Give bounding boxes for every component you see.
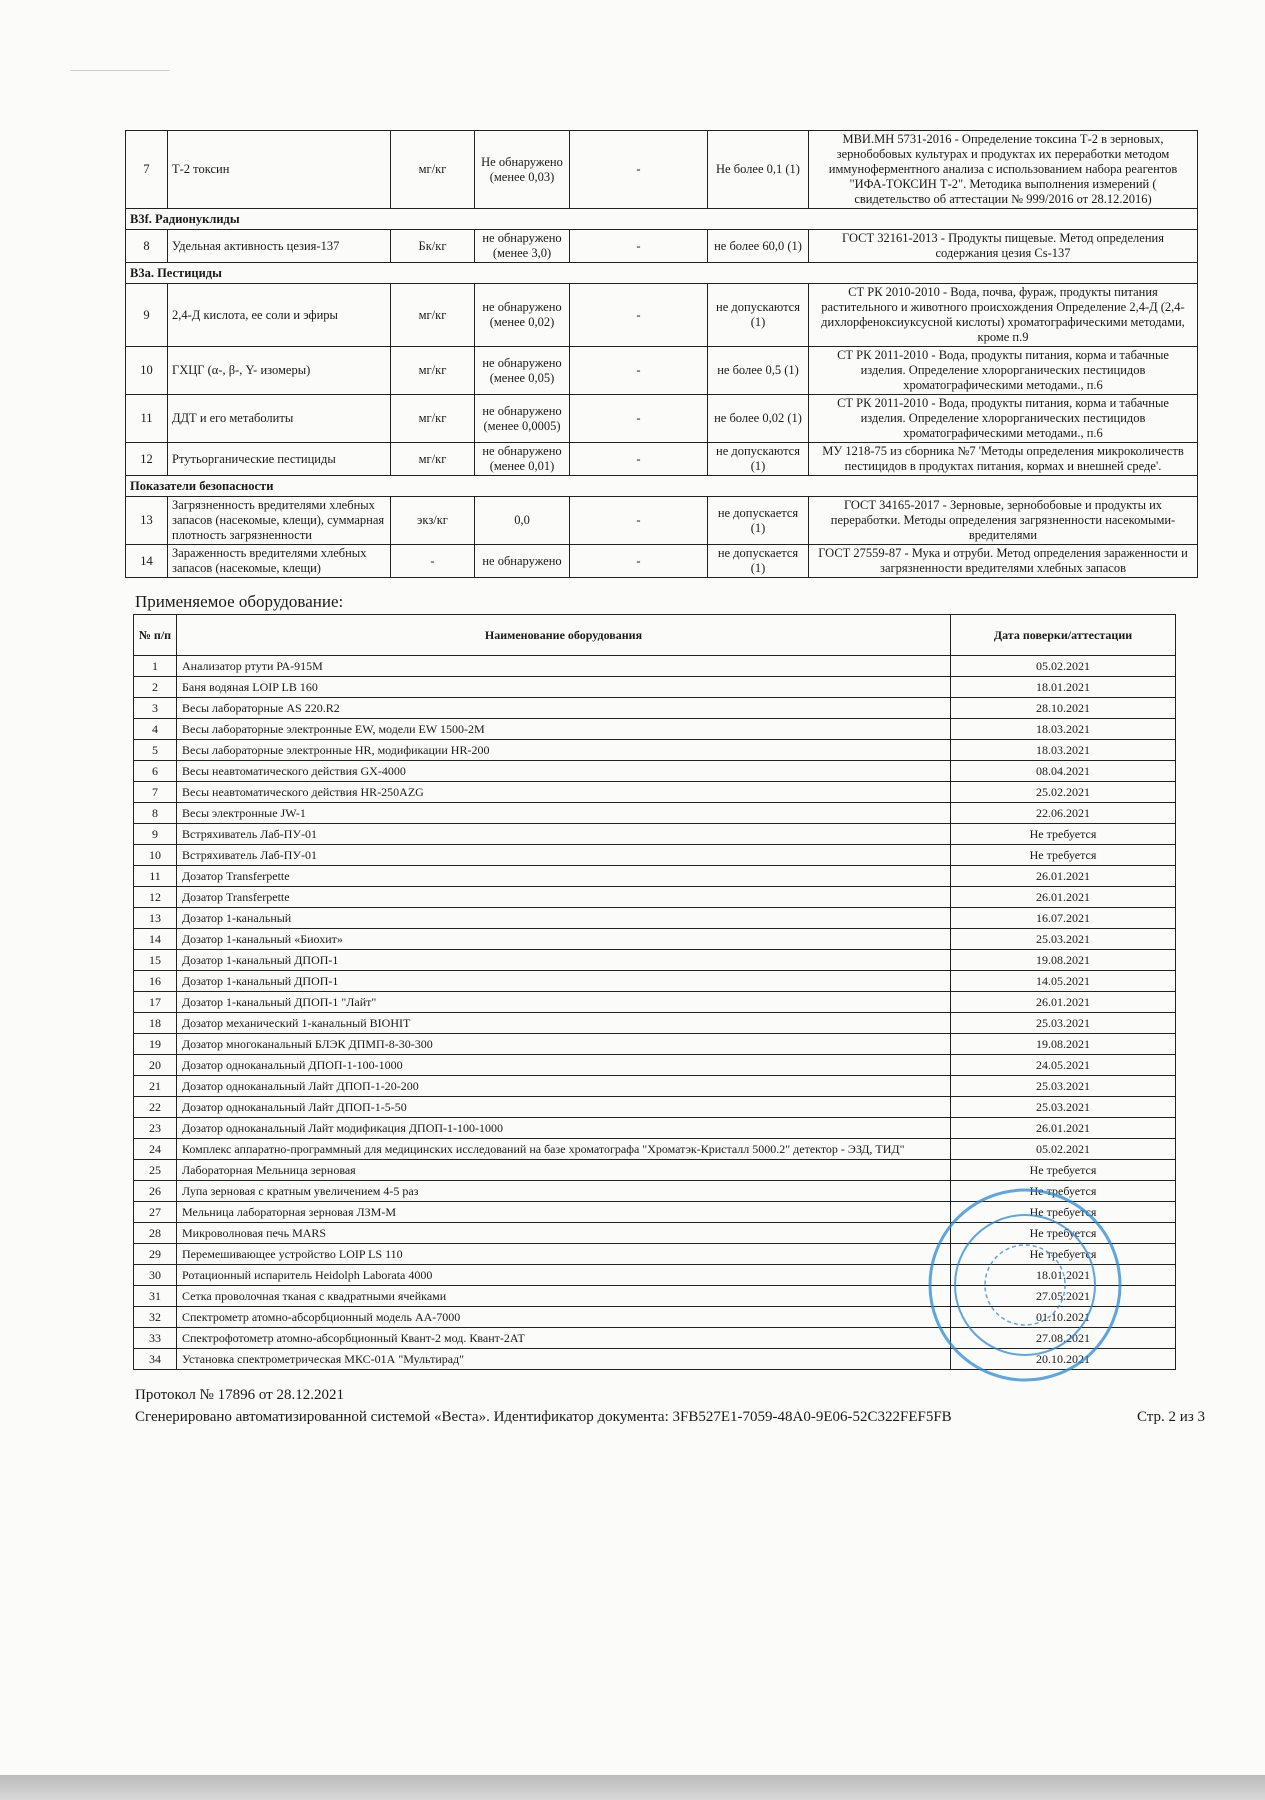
result-row [126, 545, 1198, 578]
equipment-name: Встряхиватель Лаб-ПУ-01 [177, 824, 951, 845]
equipment-name: Ротационный испаритель Heidolph Laborata 4000 [177, 1265, 951, 1286]
equipment-number: 15 [134, 950, 177, 971]
equipment-row [134, 1286, 1176, 1307]
page-number: Стр. 2 из 3 [1137, 1409, 1205, 1425]
equipment-row [134, 1328, 1176, 1349]
unit: мг/кг [391, 284, 475, 347]
equipment-name: Весы лабораторные AS 220.R2 [177, 698, 951, 719]
equipment-number: 33 [134, 1328, 177, 1349]
verification-date: 20.10.2021 [951, 1349, 1176, 1370]
equipment-row [134, 1202, 1176, 1223]
norm-value: не допускаются (1) [708, 284, 809, 347]
equipment-section [0, 614, 1265, 1370]
unit: - [391, 545, 475, 578]
verification-date: 27.05.2021 [951, 1286, 1176, 1307]
equipment-number: 28 [134, 1223, 177, 1244]
extra-value: - [570, 230, 708, 263]
equipment-name: Спектрофотометр атомно-абсорбционный Квант-2 мод. Квант-2АТ [177, 1328, 951, 1349]
equipment-name: Лабораторная Мельница зерновая [177, 1160, 951, 1181]
result-value: не обнаружено [475, 545, 570, 578]
verification-date: 24.05.2021 [951, 1055, 1176, 1076]
result-row [126, 347, 1198, 395]
equipment-name: Спектрометр атомно-абсорбционный модель АА-7000 [177, 1307, 951, 1328]
unit: мг/кг [391, 347, 475, 395]
unit: мг/кг [391, 395, 475, 443]
equipment-number: 12 [134, 887, 177, 908]
equipment-row [134, 1055, 1176, 1076]
equipment-name: Дозатор одноканальный Лайт ДПОП-1-5-50 [177, 1097, 951, 1118]
equipment-row [134, 1244, 1176, 1265]
section-label: B3f. Радионуклиды [126, 209, 1198, 230]
equipment-row [134, 1160, 1176, 1181]
verification-date: Не требуется [951, 1181, 1176, 1202]
equipment-number: 18 [134, 1013, 177, 1034]
equipment-row [134, 1223, 1176, 1244]
extra-value: - [570, 347, 708, 395]
section-row [126, 476, 1198, 497]
equipment-number: 5 [134, 740, 177, 761]
verification-date: 25.03.2021 [951, 929, 1176, 950]
equipment-name: Дозатор 1-канальный ДПОП-1 [177, 971, 951, 992]
test-method: ГОСТ 34165-2017 - Зерновые, зернобобовые и продукты их переработки. Методы определения загрязненности насекомыми-вредителями [809, 497, 1198, 545]
section-label: Показатели безопасности [126, 476, 1198, 497]
equipment-number: 29 [134, 1244, 177, 1265]
unit: мг/кг [391, 443, 475, 476]
verification-date: 01.10.2021 [951, 1307, 1176, 1328]
result-row [126, 284, 1198, 347]
equipment-row [134, 1076, 1176, 1097]
section-row [126, 263, 1198, 284]
equipment-number: 24 [134, 1139, 177, 1160]
equipment-number: 7 [134, 782, 177, 803]
indicator-name: Загрязненность вредителями хлебных запасов (насекомые, клещи), суммарная плотность загрязненности [168, 497, 391, 545]
equipment-row [134, 656, 1176, 677]
equipment-number: 31 [134, 1286, 177, 1307]
extra-value: - [570, 497, 708, 545]
norm-value: не допускаются (1) [708, 443, 809, 476]
equipment-row [134, 1307, 1176, 1328]
equipment-name: Встряхиватель Лаб-ПУ-01 [177, 845, 951, 866]
verification-date: 18.03.2021 [951, 740, 1176, 761]
equipment-row [134, 1181, 1176, 1202]
footer [0, 1384, 1265, 1428]
verification-date: 18.03.2021 [951, 719, 1176, 740]
equipment-row [134, 740, 1176, 761]
equipment-number: 23 [134, 1118, 177, 1139]
result-value: не обнаружено (менее 0,05) [475, 347, 570, 395]
footer-line [135, 1406, 1205, 1428]
equipment-name: Перемешивающее устройство LOIP LS 110 [177, 1244, 951, 1265]
extra-value: - [570, 395, 708, 443]
verification-date: 26.01.2021 [951, 887, 1176, 908]
equipment-name: Микроволновая печь MARS [177, 1223, 951, 1244]
equipment-number: 30 [134, 1265, 177, 1286]
equipment-name: Дозатор механический 1-канальный BIOHIT [177, 1013, 951, 1034]
row-number: 14 [126, 545, 168, 578]
indicator-name: Т-2 токсин [168, 131, 391, 209]
equipment-name: Лупа зерновая с кратным увеличением 4-5 раз [177, 1181, 951, 1202]
equipment-number: 32 [134, 1307, 177, 1328]
verification-date: Не требуется [951, 1244, 1176, 1265]
equipment-number: 19 [134, 1034, 177, 1055]
verification-date: 25.03.2021 [951, 1097, 1176, 1118]
verification-date: 05.02.2021 [951, 1139, 1176, 1160]
equipment-number: 11 [134, 866, 177, 887]
equipment-table [133, 614, 1176, 1370]
equipment-name: Весы неавтоматического действия HR-250AZG [177, 782, 951, 803]
test-method: МУ 1218-75 из сборника №7 'Методы определения микроколичеств пестицидов в продуктах питания, кормах и внешней среде'. [809, 443, 1198, 476]
equipment-number: 9 [134, 824, 177, 845]
protocol-number: Протокол № 17896 от 28.12.2021 [135, 1387, 344, 1403]
verification-date: 16.07.2021 [951, 908, 1176, 929]
equipment-name: Весы лабораторные электронные EW, модели EW 1500-2M [177, 719, 951, 740]
generated-note: Сгенерировано автоматизированной системой «Веста». Идентификатор документа: 3FB527E1-7059-48A0-9E06-52C322FEF5FB [135, 1409, 952, 1425]
result-value: не обнаружено (менее 0,0005) [475, 395, 570, 443]
equipment-number: 4 [134, 719, 177, 740]
row-number: 9 [126, 284, 168, 347]
indicator-name: Ртутьорганические пестициды [168, 443, 391, 476]
equipment-row [134, 698, 1176, 719]
equipment-row [134, 971, 1176, 992]
extra-value: - [570, 545, 708, 578]
equipment-name: Дозатор одноканальный Лайт модификация ДПОП-1-100-1000 [177, 1118, 951, 1139]
header-number: № п/п [134, 615, 177, 656]
equipment-number: 22 [134, 1097, 177, 1118]
equipment-row [134, 929, 1176, 950]
equipment-number: 26 [134, 1181, 177, 1202]
verification-date: 27.08.2021 [951, 1328, 1176, 1349]
equipment-name: Мельница лабораторная зерновая ЛЗМ-М [177, 1202, 951, 1223]
equipment-number: 21 [134, 1076, 177, 1097]
test-method: СТ РК 2011-2010 - Вода, продукты питания, корма и табачные изделия. Определение хлорорганических пестицидов хроматографическими методами., п.6 [809, 395, 1198, 443]
verification-date: 25.03.2021 [951, 1076, 1176, 1097]
result-value: не обнаружено (менее 0,01) [475, 443, 570, 476]
verification-date: 26.01.2021 [951, 866, 1176, 887]
equipment-number: 13 [134, 908, 177, 929]
row-number: 11 [126, 395, 168, 443]
verification-date: 26.01.2021 [951, 1118, 1176, 1139]
equipment-row [134, 866, 1176, 887]
verification-date: 26.01.2021 [951, 992, 1176, 1013]
header-date: Дата поверки/аттестации [951, 615, 1176, 656]
verification-date: 05.02.2021 [951, 656, 1176, 677]
verification-date: 25.02.2021 [951, 782, 1176, 803]
equipment-row [134, 1097, 1176, 1118]
equipment-number: 8 [134, 803, 177, 824]
result-row [126, 497, 1198, 545]
equipment-number: 25 [134, 1160, 177, 1181]
indicator-name: Зараженность вредителями хлебных запасов (насекомые, клещи) [168, 545, 391, 578]
test-method: МВИ.МН 5731-2016 - Определение токсина Т-2 в зерновых, зернобобовых культурах и продуктах их переработки методом иммуноферментного анализа с использованием набора реагентов "ИФА-ТОКСИН Т-2". Методика выполнения измерений ( свидетельство об аттестации № 999/2016 от 28.12.2016) [809, 131, 1198, 209]
verification-date: 19.08.2021 [951, 1034, 1176, 1055]
verification-date: Не требуется [951, 824, 1176, 845]
verification-date: 14.05.2021 [951, 971, 1176, 992]
result-row [126, 443, 1198, 476]
equipment-row [134, 887, 1176, 908]
equipment-name: Комплекс аппаратно-программный для медицинских исследований на базе хроматографа "Хроматэк-Кристалл 5000.2" детектор - ЭЗД, ТИД" [177, 1139, 951, 1160]
verification-date: Не требуется [951, 1160, 1176, 1181]
test-method: СТ РК 2010-2010 - Вода, почва, фураж, продукты питания растительного и животного происхождения Определение 2,4-Д (2,4-дихлорфеноксиуксусной кислоты) хроматографическими методами, кроме п.9 [809, 284, 1198, 347]
verification-date: 28.10.2021 [951, 698, 1176, 719]
result-value: Не обнаружено (менее 0,03) [475, 131, 570, 209]
verification-date: Не требуется [951, 845, 1176, 866]
result-row [126, 230, 1198, 263]
row-number: 13 [126, 497, 168, 545]
equipment-row [134, 845, 1176, 866]
equipment-row [134, 992, 1176, 1013]
header-name: Наименование оборудования [177, 615, 951, 656]
equipment-row [134, 1034, 1176, 1055]
result-value: 0,0 [475, 497, 570, 545]
equipment-name: Дозатор 1-канальный ДПОП-1 [177, 950, 951, 971]
equipment-name: Дозатор 1-канальный [177, 908, 951, 929]
extra-value: - [570, 443, 708, 476]
equipment-name: Весы неавтоматического действия GX-4000 [177, 761, 951, 782]
norm-value: не допускается (1) [708, 545, 809, 578]
section-row [126, 209, 1198, 230]
equipment-row [134, 719, 1176, 740]
equipment-row [134, 1139, 1176, 1160]
verification-date: 19.08.2021 [951, 950, 1176, 971]
equipment-number: 14 [134, 929, 177, 950]
equipment-name: Дозатор 1-канальный «Биохит» [177, 929, 951, 950]
equipment-number: 10 [134, 845, 177, 866]
unit: экз/кг [391, 497, 475, 545]
test-method: ГОСТ 27559-87 - Мука и отруби. Метод определения зараженности и загрязненности вредителями хлебных запасов [809, 545, 1198, 578]
row-number: 10 [126, 347, 168, 395]
equipment-number: 6 [134, 761, 177, 782]
equipment-number: 34 [134, 1349, 177, 1370]
norm-value: не более 0,02 (1) [708, 395, 809, 443]
test-method: СТ РК 2011-2010 - Вода, продукты питания, корма и табачные изделия. Определение хлорорганических пестицидов хроматографическими методами., п.6 [809, 347, 1198, 395]
verification-date: 18.01.2021 [951, 1265, 1176, 1286]
norm-value: не более 60,0 (1) [708, 230, 809, 263]
equipment-name: Весы лабораторные электронные HR, модификации HR-200 [177, 740, 951, 761]
equipment-number: 27 [134, 1202, 177, 1223]
indicator-name: ГХЦГ (α-, β-, Y- изомеры) [168, 347, 391, 395]
norm-value: не допускается (1) [708, 497, 809, 545]
equipment-name: Дозатор одноканальный ДПОП-1-100-1000 [177, 1055, 951, 1076]
equipment-row [134, 824, 1176, 845]
verification-date: 08.04.2021 [951, 761, 1176, 782]
equipment-name: Установка спектрометрическая МКС-01А "Мультирад" [177, 1349, 951, 1370]
verification-date: 25.03.2021 [951, 1013, 1176, 1034]
indicator-name: ДДТ и его метаболиты [168, 395, 391, 443]
equipment-name: Весы электронные JW-1 [177, 803, 951, 824]
norm-value: не более 0,5 (1) [708, 347, 809, 395]
equipment-number: 1 [134, 656, 177, 677]
test-method: ГОСТ 32161-2013 - Продукты пищевые. Метод определения содержания цезия Cs-137 [809, 230, 1198, 263]
equipment-number: 3 [134, 698, 177, 719]
equipment-name: Сетка проволочная тканая с квадратными ячейками [177, 1286, 951, 1307]
equipment-name: Дозатор Transferpette [177, 866, 951, 887]
equipment-row [134, 782, 1176, 803]
row-number: 7 [126, 131, 168, 209]
equipment-number: 16 [134, 971, 177, 992]
results-table [125, 130, 1198, 578]
verification-date: 22.06.2021 [951, 803, 1176, 824]
indicator-name: Удельная активность цезия-137 [168, 230, 391, 263]
equipment-row [134, 677, 1176, 698]
equipment-name: Дозатор 1-канальный ДПОП-1 "Лайт" [177, 992, 951, 1013]
row-number: 12 [126, 443, 168, 476]
verification-date: 18.01.2021 [951, 677, 1176, 698]
scan-edge [0, 1775, 1265, 1800]
equipment-row [134, 803, 1176, 824]
equipment-row [134, 1118, 1176, 1139]
row-number: 8 [126, 230, 168, 263]
extra-value: - [570, 284, 708, 347]
unit: Бк/кг [391, 230, 475, 263]
equipment-name: Дозатор одноканальный Лайт ДПОП-1-20-200 [177, 1076, 951, 1097]
result-value: не обнаружено (менее 3,0) [475, 230, 570, 263]
result-value: не обнаружено (менее 0,02) [475, 284, 570, 347]
equipment-header-row [134, 615, 1176, 656]
equipment-title: Применяемое оборудование: [135, 592, 344, 611]
indicator-name: 2,4-Д кислота, ее соли и эфиры [168, 284, 391, 347]
norm-value: Не более 0,1 (1) [708, 131, 809, 209]
equipment-row [134, 908, 1176, 929]
equipment-number: 17 [134, 992, 177, 1013]
equipment-row [134, 950, 1176, 971]
equipment-row [134, 1265, 1176, 1286]
result-row [126, 395, 1198, 443]
equipment-name: Баня водяная LOIP LB 160 [177, 677, 951, 698]
equipment-row [134, 761, 1176, 782]
section-label: B3a. Пестициды [126, 263, 1198, 284]
equipment-row [134, 1013, 1176, 1034]
equipment-name: Дозатор многоканальный БЛЭК ДПМП-8-30-300 [177, 1034, 951, 1055]
equipment-name: Дозатор Transferpette [177, 887, 951, 908]
equipment-number: 2 [134, 677, 177, 698]
result-row [126, 131, 1198, 209]
unit: мг/кг [391, 131, 475, 209]
equipment-name: Анализатор ртути РА-915М [177, 656, 951, 677]
verification-date: Не требуется [951, 1202, 1176, 1223]
equipment-number: 20 [134, 1055, 177, 1076]
extra-value: - [570, 131, 708, 209]
equipment-row [134, 1349, 1176, 1370]
verification-date: Не требуется [951, 1223, 1176, 1244]
